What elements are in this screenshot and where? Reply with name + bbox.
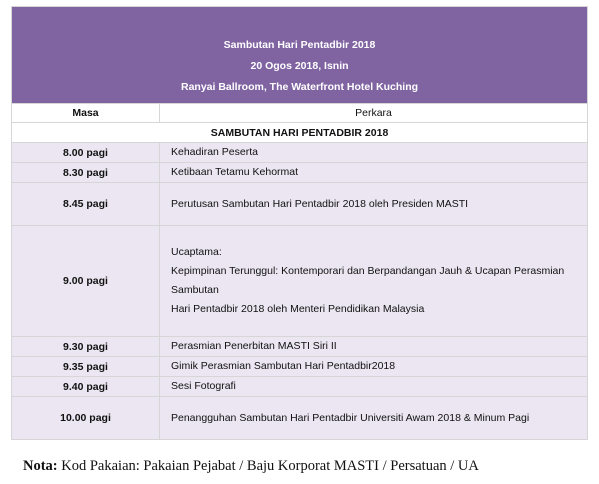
schedule-item-line: Kehadiran Peserta bbox=[171, 146, 258, 158]
schedule-item bbox=[160, 226, 588, 337]
schedule-row bbox=[12, 163, 588, 183]
schedule-item-line: Perasmian Penerbitan MASTI Siri II bbox=[171, 340, 337, 352]
schedule-item-line: Ketibaan Tetamu Kehormat bbox=[171, 166, 299, 178]
section-title: SAMBUTAN HARI PENTADBIR 2018 bbox=[12, 123, 588, 143]
schedule-item bbox=[160, 357, 588, 377]
schedule-item-line: Ucaptama: bbox=[171, 246, 222, 258]
schedule-item bbox=[160, 397, 588, 440]
schedule-item-line: Hari Pentadbir 2018 oleh Menteri Pendidikan Malaysia bbox=[171, 303, 425, 315]
schedule-row bbox=[12, 377, 588, 397]
schedule-item bbox=[160, 183, 588, 226]
column-header-time: Masa bbox=[12, 104, 160, 123]
schedule-row bbox=[12, 337, 588, 357]
event-date: 20 Ogos 2018, Isnin bbox=[250, 60, 349, 72]
schedule-item-line: Sesi Fotografi bbox=[171, 380, 236, 392]
schedule-row bbox=[12, 183, 588, 226]
schedule-time: 9.35 pagi bbox=[12, 357, 160, 377]
schedule-item bbox=[160, 163, 588, 183]
schedule-table bbox=[11, 6, 588, 440]
schedule-row bbox=[12, 357, 588, 377]
dress-code-note bbox=[23, 458, 479, 475]
schedule-item-line: Penangguhan Sambutan Hari Pentadbir Universiti Awam 2018 & Minum Pagi bbox=[171, 411, 530, 424]
schedule-time: 9.30 pagi bbox=[12, 337, 160, 357]
schedule-item-line: Kepimpinan Terunggul: Kontemporari dan Berpandangan Jauh & Ucapan Perasmian Sambutan bbox=[171, 265, 565, 296]
schedule-time: 8.30 pagi bbox=[12, 163, 160, 183]
schedule-item-line: Gimik Perasmian Sambutan Hari Pentadbir2018 bbox=[171, 360, 396, 372]
schedule-row bbox=[12, 143, 588, 163]
note-text: Pakaian Pejabat / Baju Korporat MASTI / Persatuan / UA bbox=[143, 458, 479, 474]
event-title: Sambutan Hari Pentadbir 2018 bbox=[223, 39, 376, 51]
column-header-row bbox=[12, 104, 588, 123]
schedule-item bbox=[160, 337, 588, 357]
event-venue: Ranyai Ballroom, The Waterfront Hotel Kuching bbox=[180, 81, 419, 93]
schedule-item bbox=[160, 377, 588, 397]
column-header-item: Perkara bbox=[160, 104, 588, 123]
schedule-time: 8.45 pagi bbox=[12, 183, 160, 226]
event-header bbox=[12, 7, 588, 104]
schedule-time: 9.40 pagi bbox=[12, 377, 160, 397]
schedule-time: 9.00 pagi bbox=[12, 226, 160, 337]
schedule-item-line: Perutusan Sambutan Hari Pentadbir 2018 oleh Presiden MASTI bbox=[171, 197, 469, 210]
title-row bbox=[12, 7, 588, 104]
section-header-row bbox=[12, 123, 588, 143]
schedule-time: 8.00 pagi bbox=[12, 143, 160, 163]
schedule-row bbox=[12, 397, 588, 440]
note-key: Kod Pakaian: bbox=[61, 458, 140, 474]
schedule-row bbox=[12, 226, 588, 337]
note-label: Nota: bbox=[23, 458, 58, 474]
schedule-item bbox=[160, 143, 588, 163]
schedule-time: 10.00 pagi bbox=[12, 397, 160, 440]
